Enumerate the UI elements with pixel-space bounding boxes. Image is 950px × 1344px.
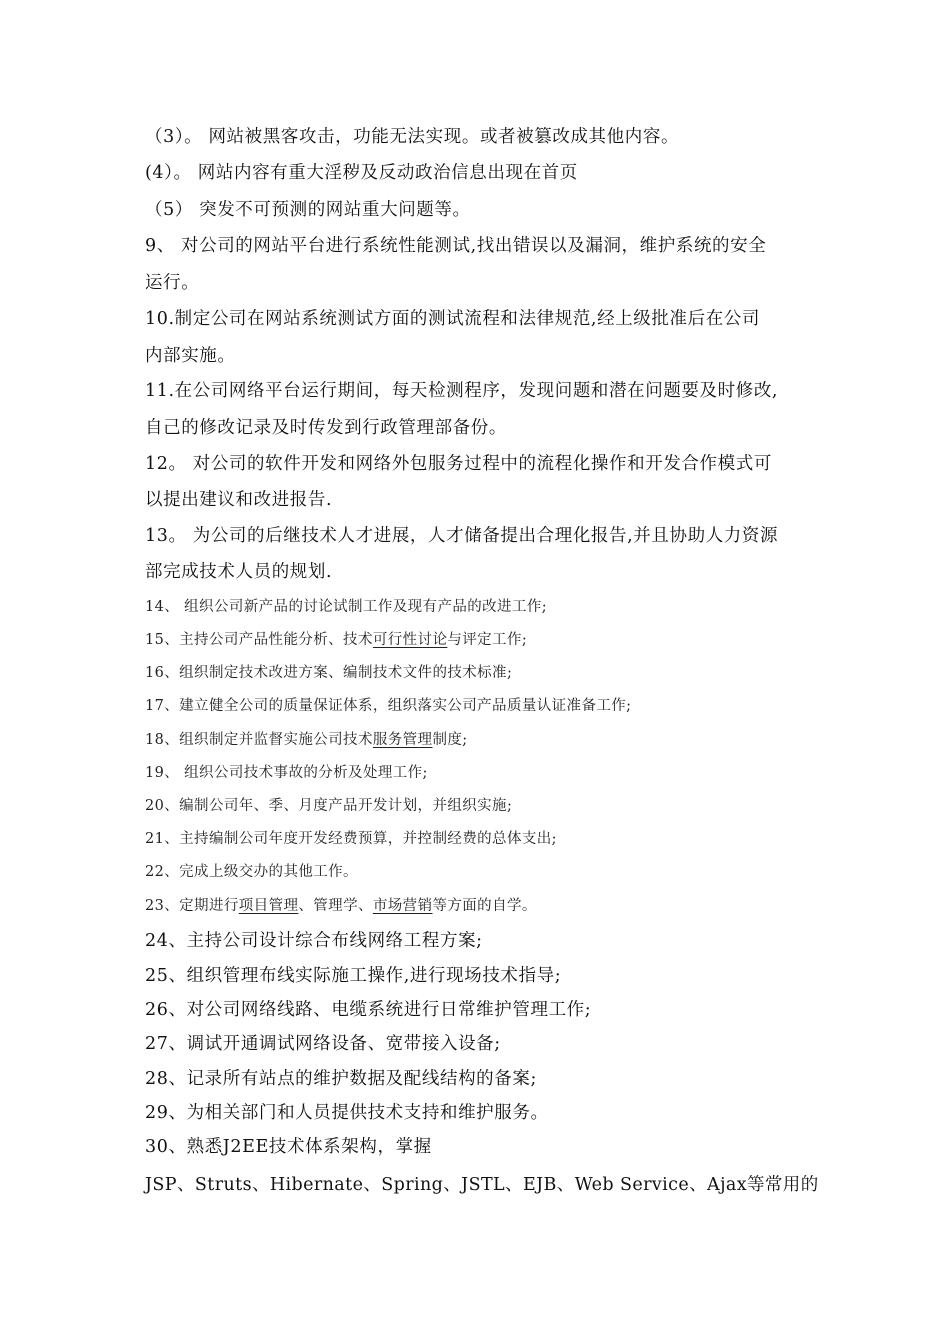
- text-line: 14、 组织公司新产品的讨论试制工作及现有产品的改进工作;: [145, 599, 548, 615]
- text-line: 11.在公司网络平台运行期间，每天检测程序，发现问题和潜在问题要及时修改,: [145, 381, 779, 401]
- text-line: 26、对公司网络线路、电缆系统进行日常维护管理工作;: [145, 1000, 592, 1020]
- text-line: [145, 728, 468, 749]
- text-line: 运行。: [145, 273, 200, 293]
- text-run: 15、主持公司产品性能分析、技术: [145, 632, 373, 648]
- text-line: 内部实施。: [145, 346, 236, 366]
- hyperlink[interactable]: 市场营销: [372, 898, 433, 914]
- text-line: 22、完成上级交办的其他工作。: [145, 864, 358, 880]
- text-line: （5） 突发不可预测的网站重大问题等。: [145, 200, 471, 220]
- text-line: 自己的修改记录及时传发到行政管理部备份。: [145, 418, 507, 438]
- text-line: 28、记录所有站点的维护数据及配线结构的备案;: [145, 1069, 537, 1089]
- text-line: 10.制定公司在网站系统测试方面的测试流程和法律规范,经上级批准后在公司: [145, 309, 760, 329]
- hyperlink[interactable]: 服务管理: [372, 732, 433, 748]
- text-line: 30、熟悉J2EE技术体系架构，掌握: [145, 1137, 432, 1157]
- text-run: 23、定期进行: [145, 898, 239, 914]
- hyperlink[interactable]: 项目管理: [238, 898, 299, 914]
- text-line: 24、主持公司设计综合布线网络工程方案;: [145, 931, 483, 951]
- text-line: [145, 894, 537, 915]
- text-line: 19、 组织公司技术事故的分析及处理工作;: [145, 765, 428, 781]
- text-line: （3）。 网站被黑客攻击，功能无法实现。或者被篡改成其他内容。: [145, 127, 680, 147]
- text-line: 以提出建议和改进报告.: [145, 490, 333, 510]
- text-line: 9、 对公司的网站平台进行系统性能测试,找出错误以及漏洞，维护系统的安全: [145, 236, 767, 256]
- text-run: 18、组织制定并监督实施公司技术: [145, 732, 373, 748]
- text-line: 12。 对公司的软件开发和网络外包服务过程中的流程化操作和开发合作模式可: [145, 454, 772, 474]
- text-run: 与评定工作;: [447, 632, 528, 648]
- text-line: 13。 为公司的后继技术人才进展，人才储备提出合理化报告,并且协助人力资源: [145, 526, 779, 546]
- text-line: 25、组织管理布线实际施工操作,进行现场技术指导;: [145, 966, 562, 986]
- text-run: 、管理学、: [298, 898, 373, 914]
- text-line: 29、为相关部门和人员提供技术支持和维护服务。: [145, 1103, 549, 1123]
- text-line: 27、调试开通调试网络设备、宽带接入设备;: [145, 1034, 501, 1054]
- text-run: 等方面的自学。: [432, 898, 537, 914]
- text-line: (4）。 网站内容有重大淫秽及反动政治信息出现在首页: [145, 163, 578, 183]
- text-line: [145, 628, 527, 649]
- text-line: 16、组织制定技术改进方案、编制技术文件的技术标准;: [145, 665, 513, 681]
- text-line: 20、编制公司年、季、月度产品开发计划，并组织实施;: [145, 798, 513, 814]
- hyperlink[interactable]: 可行性讨论: [372, 632, 448, 648]
- text-line: JSP、Struts、Hibernate、Spring、JSTL、EJB、Web Service、Ajax等常用的: [145, 1175, 819, 1195]
- text-run: 制度;: [432, 732, 468, 748]
- text-line: 17、建立健全公司的质量保证体系，组织落实公司产品质量认证准备工作;: [145, 698, 632, 714]
- text-line: 21、主持编制公司年度开发经费预算，并控制经费的总体支出;: [145, 831, 557, 847]
- text-line: 部完成技术人员的规划.: [145, 562, 333, 582]
